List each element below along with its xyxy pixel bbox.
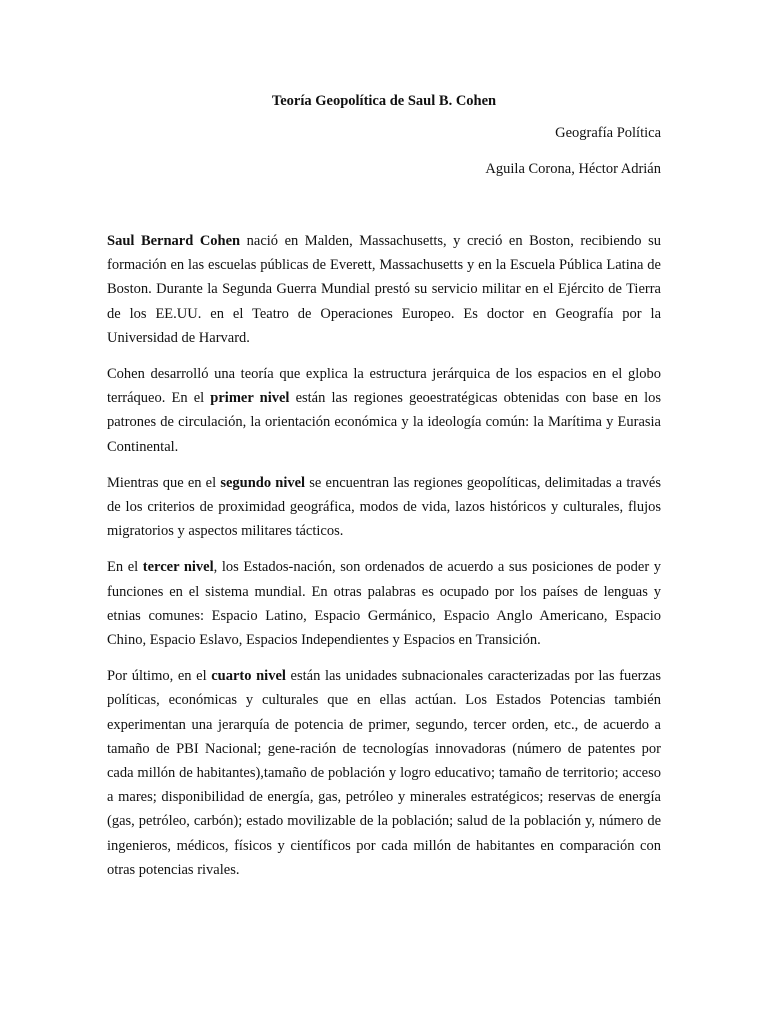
bold-term: cuarto nivel: [211, 668, 286, 685]
paragraph-second-level: [107, 471, 661, 544]
paragraph-text: En el: [107, 559, 143, 576]
bold-term: primer nivel: [210, 390, 290, 407]
document-title: Teoría Geopolítica de Saul B. Cohen: [271, 93, 497, 109]
bold-term: tercer nivel: [142, 559, 214, 576]
paragraph-text: se encuentran las regiones geopolíticas, delimitadas a través de los criterios de proximidad geográfica, modos de vida, lazos históricos y culturales, flujos migratorios y aspectos militares tácticos.: [107, 474, 661, 540]
course-name: Geografía Política: [555, 125, 661, 141]
paragraph-third-level: [107, 555, 661, 652]
paragraph-text: Por último, en el: [107, 668, 212, 685]
bold-term: segundo nivel: [220, 474, 306, 491]
paragraph-biography: [107, 229, 661, 350]
paragraph-text: Mientras que en el: [107, 474, 221, 491]
paragraph-text: están las unidades subnacionales caracterizadas por las fuerzas políticas, económicas y culturales que en ellas actúan. Los Estados Potencias también experimentan una jerarquía de potencia de primer, segundo, tercer orden, etc., de acuerdo a tamaño de PBI Nacional; gene-ración de tecnologías innovadoras (número de patentes por cada millón de habitantes),tamaño de población y logro educativo; tamaño de territorio; acceso a mares; disponibilidad de energía, gas, petróleo y minerales estratégicos; reservas de energía (gas, petróleo, carbón); estado movilizable de la población; salud de la población y, número de ingenieros, médicos, físicos y científicos por cada millón de habitantes en comparación con otras potencias rivales.: [107, 668, 661, 878]
paragraph-first-level: [107, 362, 661, 459]
paragraph-text: nació en Malden, Massachusetts, y creció en Boston, recibiendo su formación en las escuelas públicas de Everett, Massachusetts y en la Escuela Pública Latina de Boston. Durante la Segunda Guerra Mundial prestó su servicio militar en el Ejército de Tierra de los EE.UU. en el Teatro de Operaciones Europeo. Es doctor en Geografía por la Universidad de Harvard.: [107, 233, 661, 346]
paragraph-text: Cohen desarrolló una teoría que explica la estructura jerárquica de los espacios en el globo terráqueo. En el: [107, 366, 661, 407]
paragraph-fourth-level: [107, 664, 661, 882]
document-body: [107, 229, 661, 894]
author-name: Aguila Corona, Héctor Adrián: [485, 161, 661, 177]
paragraph-text: , los Estados-nación, son ordenados de acuerdo a sus posiciones de poder y funciones en el sistema mundial. En otras palabras es ocupado por los países de lenguas y etnias comunes: Espacio Latino, Espacio Germánico, Espacio Anglo Americano, Espacio Chino, Espacio Eslavo, Espacios Independientes y Espacios en Transición.: [107, 559, 661, 649]
paragraph-text: están las regiones geoestratégicas obtenidas con base en los patrones de circulación, la orientación económica y la ideología común: la Marítima y Eurasia Continental.: [107, 390, 661, 455]
bold-name: Saul Bernard Cohen: [107, 233, 241, 249]
